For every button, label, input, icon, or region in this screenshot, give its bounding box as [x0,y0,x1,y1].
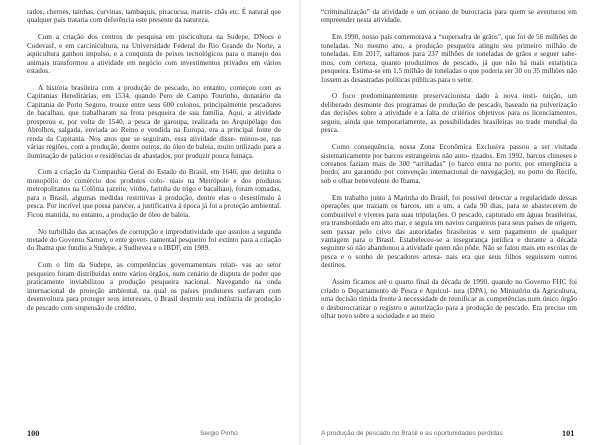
text-line: de Campo Tourinho, donatário da Capitania de Porto Seguro, [27,92,281,109]
text-line: “criminalização” da atividade e um oceano de burocracia para [321,8,507,16]
text-line: do Recife, sob o olhar benevolente do Ibama. [321,168,577,185]
text-line: Em 1990, nosso país comemorava a “supersafra de grãos”, que [332,33,516,42]
text-line: transformou a atividade em negócio com investimentos privados [52,58,249,67]
text-line: de proteção ambiental, na qual os países produtores surfavam [68,286,265,295]
text-line: 1646, que detinha o monopólio do comércio dos produtos colo- [27,168,281,185]
text-line: 300 “arrihadas” (o barco entra no porto, por emergência a bordo, [321,159,577,177]
text-line: mos, com certeza, quanto produzimos de pescado, já que não há [321,58,527,67]
left-page-number: 100 [27,429,40,438]
text-line: Em trabalho junto à Marinha do Brasil, foi possível detectar a [332,193,518,202]
text-line: niais na Metrópole e dos produtos metropolitanos na Colônia [27,176,281,194]
paragraph [27,84,281,160]
text-line: políticas públicas para o setor. [385,75,474,84]
text-line: ao Reino e vendida na Europa, era a principal fonte de renda da [27,126,281,143]
text-line: seus países de origem, sem passar pelo crivo das autoridades [321,219,577,236]
text-line: a ser visitada sistematicamente por barcos estrangeiros não auto- [321,143,578,160]
text-line: namental pesqueiro foi extinto para a criação do Ibama que [27,235,281,253]
left-text-column [27,8,281,312]
text-line: que assolou a segunda metade do Governo Sarney, o ente gover- [27,227,281,244]
text-line: em vários estados. [27,58,282,76]
text-line: Capitania. Nos anos que se seguiram, essa atividade disse- [56,134,237,143]
text-line: à época já foi a proteção ambiental. Ficou mantida, no entanto, a [27,202,281,219]
text-line: produção de óleo de baleia. [111,210,191,219]
text-line: regularidade dessas operações que traziam os barcos, um a um, [321,193,577,211]
text-line: quem se aventurou em empreender nesta atividade. [321,8,577,25]
text-line: Como consequência, nossa Zona Econômica Exclusiva passou [332,143,530,152]
paragraph [321,33,577,84]
paragraph [321,92,577,134]
text-line: brasileiras e sem pagamento de qualquer vantagem para o Brasil. [321,227,577,244]
text-line: rados, chernes, tainhas, curvinas, tambaquis, piracucua, matrin- [27,8,213,16]
text-line: nais era que seus filhos seguissem outros destinos. [321,252,577,270]
text-line: rizados. Em 1992, barcos chineses e coreanos faziam mais de [321,151,578,168]
text-line: saltamos para 237 milhões de toneladas de grãos e seguer sabe- [384,50,577,59]
right-page [300,0,600,445]
text-line: presente da natureza. [148,16,210,25]
text-line: frente à necessidade de reunificar as competências num único [379,295,559,304]
text-line: bacalhau, que trabalharam na frota pesqueira de sua família. [37,109,225,118]
text-line: minou-se, nas várias regiões, com a produção, dentre outros, do [27,134,281,152]
paragraph [27,33,281,75]
text-line: vas ao setor pesqueiro foram distribuídas entre vários órgãos, [27,261,281,278]
text-line: Com o fim da Sudepe, as competências governamentais relati- [38,261,238,270]
right-text-column [321,8,577,320]
text-line: O foco predominantemente preservacionista dado à nova insti- [332,92,538,101]
text-line: residências de abastados, por produzir pouca fumaça. [99,151,254,160]
text-line: tuição, um deliberado desmonte dos programas de produção de [321,92,577,109]
paragraph [27,228,281,253]
text-line: (azeite, vinho, farinha de trigo e bacalhau), foram tomadas, para [27,185,281,202]
text-line: No turbilhão das acusações de corrupção e improdutividade [38,227,214,236]
text-line: de pescado. Era preciso um olhar novo sobre a sociedade e ao meio [321,303,577,320]
right-running-footer: A produção de pescado no Brasil e as oportunidades perdidas [321,430,503,437]
paragraph [27,8,281,25]
text-line: Assim ficamos até o quarto final da década de 1990, quando [332,278,513,287]
text-line: começou com as Capitanias Hereditárias, em 1534, quando Pero [27,83,281,101]
text-line: transbordado em alto mar, e seguia em navios cargueiros para [331,219,511,228]
text-line: órgão e desburocratizar o registro e autorização para a produção [321,295,577,312]
paragraph [321,194,577,270]
text-line: Sudepe, DNocs e Codevasf, e em carcinicultura, na Universidade [27,33,281,50]
text-line: desestímulo à pesca. Por incrível que possa parecer, a justificativa [27,193,281,211]
text-line: suas tripulações. O pescado, capturado em águas brasileiras, era [321,210,577,228]
text-line: no Governo FHC foi criado o Departamento de Pesca e Aquicul- [321,278,577,295]
text-line: ainda que temporariamente, as possibilidades brasileiras no trade [344,117,541,126]
paragraph [27,261,281,312]
text-line: seguinte só não abandonou a atividade quem não pôde. Não se [321,244,503,253]
paragraph [321,143,577,185]
text-line: num cenário de disputa de poder que praticamente inviabilizou a [27,269,281,287]
text-line: Estabeleceu-se a insegurança jurídica e durante a década [399,235,577,244]
text-line: e a falta de critérios objetivos para os licenciamentos, seguiu, [321,109,578,126]
text-line: falou mais em escolas de pesca e o sonho de pescadores artesa- [321,244,577,261]
text-line: garoupa, realizada no Arquipélago dos Abrolhos, salgada, enviada [27,117,281,135]
text-line: mundial da pesca. [321,117,578,135]
paragraph [321,8,577,25]
text-line: a cada 90 dias, para se abastecerem de combustível e víveres para [321,202,578,219]
text-line: foi de 56 milhões de toneladas. No mesmo ano, a produção [321,33,577,50]
text-line: ato garantido por convenção internacional de navegação), no porto [342,168,544,177]
text-line: pesqueira atingiu seu primeiro milhão de toneladas. Em 2017, [321,41,577,59]
text-line: fundiu a Sudepe, a Sudhevea e o IBDF, em 1989. [68,244,211,253]
text-line: óleo de baleia, muito utilizado para a iluminação de palácios e [27,143,281,160]
text-line: mais estatística pesqueira. Estima-se em 1,5 milhão de toneladas [321,58,577,76]
text-line: a conquista de peixes tecnológicos para o manejo dos animais [27,50,281,67]
text-line: Com a criação da Companhia Geral do Estado do Brasil, em [38,168,220,177]
text-line: pescado, baseado na pulverização das decisões sobre a atividade [321,100,577,118]
text-line: trouxe entre seus 600 colonos, principalmente pescadores de [27,100,281,118]
left-running-footer: Sergio Pinho [200,430,238,437]
paragraph [321,278,577,320]
text-line: Aqui, a atividade prosperou e, por volta de 1540, a pesca de [27,109,281,126]
text-line: A história brasileira com a produção de pescado, no entanto, [38,83,227,92]
text-line: sua indústria de produção de pescado com suspensão de crédito, [27,295,281,312]
text-line: tura (DPA), no Ministério da Agricultura, uma decisão tímida [321,286,577,304]
text-line: Federal do Rio Grande do Norte, a aquicultura ganhou impulso, e [27,41,282,59]
text-line: com desenvoltura para proteger seus interesses, o Brasil destruiu [27,286,281,304]
text-line: Com a criação dos centros de pesquisa em piscicultura na [38,33,224,42]
right-page-number: 101 [562,429,575,438]
text-line: o Brasil, algumas medidas restritivas à produção, dentre elas o [42,193,237,202]
text-line: chãs etc. É natural que qualquer país trataria com deferência este [27,8,281,25]
text-line: o que poderia ser 30 ou 35 milhões não fossem as desastradas [321,67,578,84]
text-line: produção pesqueira nacional. Navegando na onda internacional [27,278,281,295]
paragraph [27,168,281,219]
